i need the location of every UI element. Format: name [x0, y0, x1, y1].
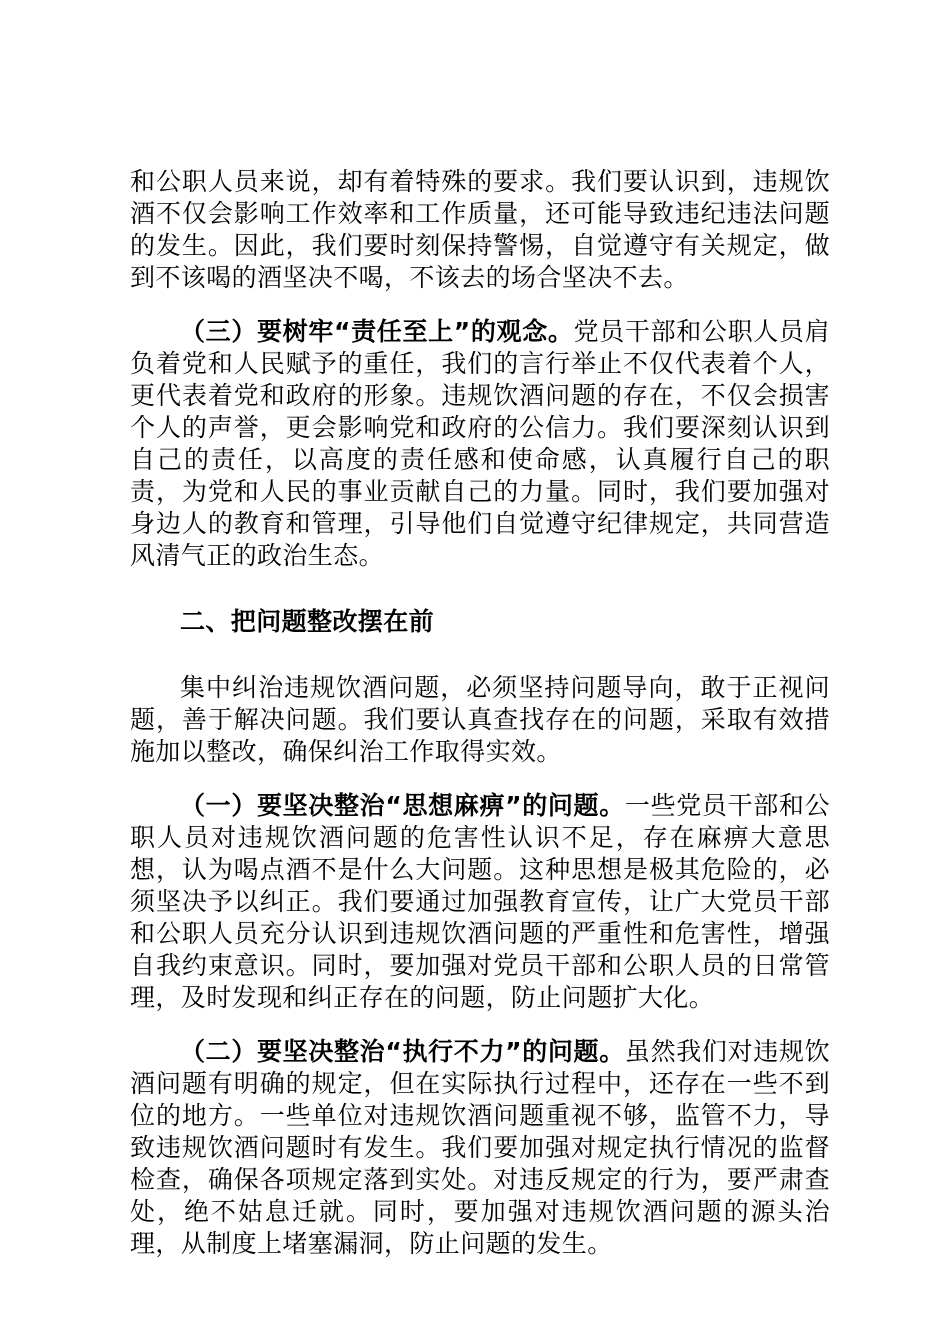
paragraph-weak-execution — [130, 1036, 830, 1260]
paragraph-body-weak-execution: 虽然我们对违规饮酒问题有明确的规定，但在实际执行过程中，还存在一些不到位的地方。一些单位对违规饮酒问题重视不够，监管不力，导致违规饮酒问题时有发生。我们要加强对规定执行情况的监督检查，确保各项规定落到实处。对违反规定的行为，要严肃查处，绝不姑息迁就。同时，要加强对违规饮酒问题的源头治理，从制度上堵塞漏洞，防止问题的发生。 — [130, 1037, 830, 1258]
section-heading-rectification: 二、把问题整改摆在前 — [180, 607, 435, 636]
paragraph-body-responsibility: 党员干部和公职人员肩负着党和人民赋予的重任，我们的言行举止不仅代表着个人，更代表着党和政府的形象。违规饮酒问题的存在，不仅会损害个人的声誉，更会影响党和政府的公信力。我们要深刻认识到自己的责任，以高度的责任感和使命感，认真履行自己的职责，为党和人民的事业贡献自己的力量。同时，我们要加强对身边人的教育和管理，引导他们自觉遵守纪律规定，共同营造风清气正的政治生态。 — [130, 317, 830, 570]
paragraph-continuation: 和公职人员来说，却有着特殊的要求。我们要认识到，违规饮酒不仅会影响工作效率和工作质量，还可能导致违纪违法问题的发生。因此，我们要时刻保持警惕，自觉遵守有关规定，做到不该喝的酒坚决不喝，不该去的场合坚决不去。 — [130, 167, 830, 292]
paragraph-responsibility — [130, 316, 830, 572]
paragraph-lead-responsibility: （三）要树牢“责任至上”的观念。 — [180, 317, 574, 346]
document-page — [130, 166, 830, 1260]
paragraph-thought-paralysis — [130, 790, 830, 1014]
paragraph-lead-weak-execution: （二）要坚决整治“执行不力”的问题。 — [180, 1037, 625, 1066]
paragraph-body-thought-paralysis: 一些党员干部和公职人员对违规饮酒问题的危害性认识不足，存在麻痹大意思想，认为喝点酒不是什么大问题。这种思想是极其危险的，必须坚决予以纠正。我们要通过加强教育宣传，让广大党员干部和公职人员充分认识到违规饮酒问题的严重性和危害性，增强自我约束意识。同时，要加强对党员干部和公职人员的日常管理，及时发现和纠正存在的问题，防止问题扩大化。 — [130, 791, 830, 1012]
paragraph-lead-thought-paralysis: （一）要坚决整治“思想麻痹”的问题。 — [180, 791, 625, 820]
paragraph-section-intro: 集中纠治违规饮酒问题，必须坚持问题导向，敢于正视问题，善于解决问题。我们要认真查找存在的问题，采取有效措施加以整改，确保纠治工作取得实效。 — [130, 673, 830, 766]
